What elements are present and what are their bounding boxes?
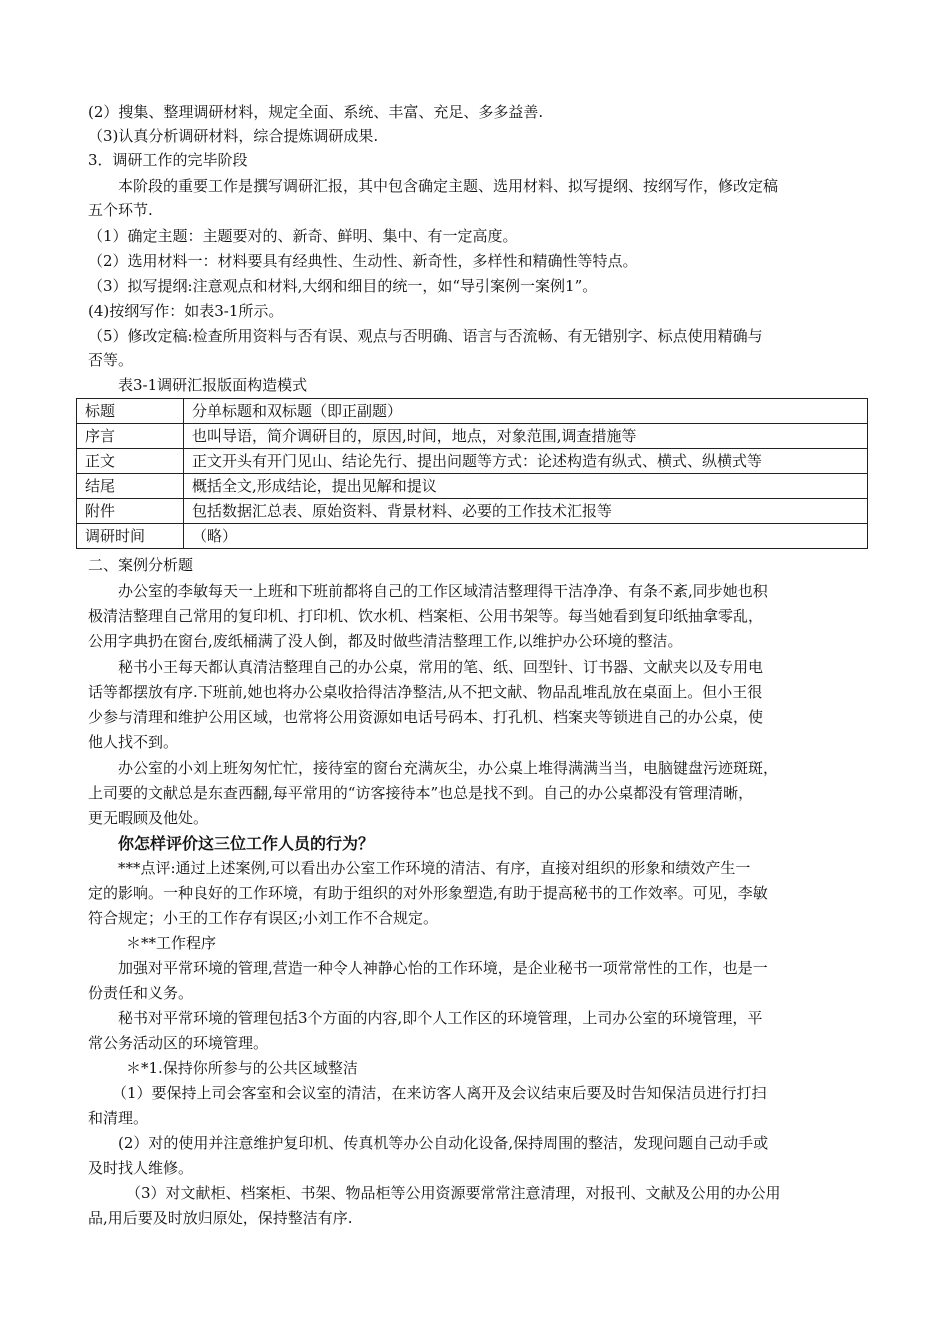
section-heading: 3．调研工作的完毕阶段 xyxy=(88,151,248,169)
text-line: 份责任和义务。 xyxy=(88,984,194,1002)
text-line: （1）要保持上司会客室和会议室的清洁，在来访客人离开及会议结束后要及时告知保洁员进行打扫 xyxy=(112,1084,767,1102)
text-line: 本阶段的重要工作是撰写调研汇报，其中包含确定主题、选用材料、拟写提纲、按纲写作，修改定稿 xyxy=(118,177,779,195)
text-line: 话等都摆放有序.下班前,她也将办公桌收拾得洁净整洁,从不把文献、物品乱堆乱放在桌面上。但小王很 xyxy=(88,683,763,701)
text-line: 和清理。 xyxy=(88,1109,149,1127)
table-cell-content: 概括全文,形成结论，提出见解和提议 xyxy=(184,474,868,499)
text-line: 办公室的小刘上班匆匆忙忙，接待室的窗台充满灰尘，办公桌上堆得满满当当，电脑键盘污迹斑斑， xyxy=(118,759,779,777)
text-line: 否等。 xyxy=(88,351,134,369)
section-heading: 二、案例分析题 xyxy=(88,556,194,574)
report-structure-table xyxy=(76,398,868,549)
text-line: （3）拟写提纲:注意观点和材料,大纲和细目的统一，如“导引案例一案例1”。 xyxy=(88,277,598,295)
table-row xyxy=(77,449,868,474)
question-heading: 你怎样评价这三位工作人员的行为？ xyxy=(118,834,375,853)
table-cell-content: （略） xyxy=(184,524,868,549)
text-line: 上司要的文献总是东查西翻,每平常用的“访客接待本”也总是找不到。自己的办公桌都没有管理清晰， xyxy=(88,784,754,802)
text-line: 五个环节. xyxy=(88,201,153,219)
table-caption: 表3-1调研汇报版面构造模式 xyxy=(118,376,308,394)
table-row xyxy=(77,424,868,449)
table-cell-label: 结尾 xyxy=(77,474,184,499)
text-line: 常公务活动区的环境管理。 xyxy=(88,1034,269,1052)
text-line: 少参与清理和维护公用区域，也常将公用资源如电话号码本、打孔机、档案夹等锁进自己的办公桌，使 xyxy=(88,708,764,726)
subsection-heading: ＊*1.保持你所参与的公共区域整洁 xyxy=(126,1059,358,1077)
table-row xyxy=(77,524,868,549)
text-line: 极清洁整理自己常用的复印机、打印机、饮水机、档案柜、公用书架等。每当她看到复印纸抽拿零乱， xyxy=(88,607,764,625)
subsection-heading: ＊**工作程序 xyxy=(126,934,217,952)
table-cell-content: 分单标题和双标题（即正副题） xyxy=(184,399,868,424)
text-line: 办公室的李敏每天一上班和下班前都将自己的工作区域清洁整理得干洁净净、有条不紊,同步她也积 xyxy=(118,582,768,600)
text-line: 公用字典扔在窗台,废纸桶满了没人倒，都及时做些清洁整理工作,以维护办公环境的整洁。 xyxy=(88,632,683,650)
text-line: 及时找人维修。 xyxy=(88,1159,194,1177)
table-cell-content: 也叫导语，简介调研目的，原因,时间，地点，对象范围,调查措施等 xyxy=(184,424,868,449)
table-cell-content: 包括数据汇总表、原始资料、背景材料、必要的工作技术汇报等 xyxy=(184,499,868,524)
text-line: 定的影响。一种良好的工作环境，有助于组织的对外形象塑造,有助于提高秘书的工作效率。可见，李敏 xyxy=(88,884,768,902)
table-cell-label: 标题 xyxy=(77,399,184,424)
table-row xyxy=(77,474,868,499)
table-cell-label: 正文 xyxy=(77,449,184,474)
text-line: (4)按纲写作：如表3-1所示。 xyxy=(88,302,284,320)
text-line: （2）选用材料一：材料要具有经典性、生动性、新奇性，多样性和精确性等特点。 xyxy=(88,252,638,270)
text-line: （1）确定主题：主题要对的、新奇、鲜明、集中、有一定高度。 xyxy=(88,227,518,245)
text-line: (2）对的使用并注意维护复印机、传真机等办公自动化设备,保持周围的整洁，发现问题自己动手或 xyxy=(118,1134,769,1152)
text-line: 加强对平常环境的管理,营造一种令人神静心怡的工作环境，是企业秘书一项常常性的工作，也是一 xyxy=(118,959,768,977)
text-line: 品,用后要及时放归原处，保持整洁有序. xyxy=(88,1209,353,1227)
text-line: ***点评:通过上述案例,可以看出办公室工作环境的清洁、有序，直接对组织的形象和绩效产生一 xyxy=(118,859,751,877)
text-line: （3)认真分析调研材料，综合提炼调研成果. xyxy=(88,127,379,145)
text-line: (2）搜集、整理调研材料，规定全面、系统、丰富、充足、多多益善. xyxy=(88,103,544,121)
table-row xyxy=(77,499,868,524)
table-row xyxy=(77,399,868,424)
text-line: （3）对文献柜、档案柜、书架、物品柜等公用资源要常常注意清理，对报刊、文献及公用的办公用 xyxy=(126,1184,781,1202)
text-line: 符合规定；小王的工作存有误区;小刘工作不合规定。 xyxy=(88,909,439,927)
table-cell-label: 序言 xyxy=(77,424,184,449)
text-line: 秘书对平常环境的管理包括3个方面的内容,即个人工作区的环境管理，上司办公室的环境管理，平 xyxy=(118,1009,763,1027)
table-cell-content: 正文开头有开门见山、结论先行、提出问题等方式：论述构造有纵式、横式、纵横式等 xyxy=(184,449,868,474)
text-line: 秘书小王每天都认真清洁整理自己的办公桌，常用的笔、纸、回型针、订书器、文献夹以及专用电 xyxy=(118,658,764,676)
text-line: 他人找不到。 xyxy=(88,733,179,751)
text-line: 更无暇顾及他处。 xyxy=(88,809,209,827)
text-line: （5）修改定稿:检查所用资料与否有误、观点与否明确、语言与否流畅、有无错别字、标点使用精确与 xyxy=(88,327,763,345)
table-cell-label: 附件 xyxy=(77,499,184,524)
table-cell-label: 调研时间 xyxy=(77,524,184,549)
